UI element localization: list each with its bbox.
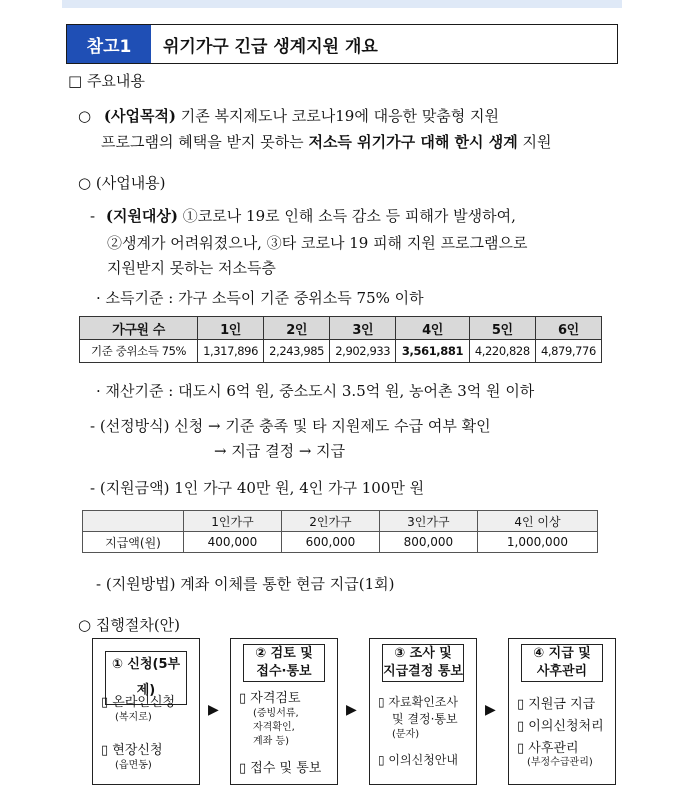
- table-header: 3인가구: [379, 511, 477, 532]
- purpose-label: (사업목적): [103, 107, 177, 125]
- table-header: 2인가구: [281, 511, 379, 532]
- table-header: 1인: [198, 317, 264, 340]
- step-item: ▯ 지원금 지급: [517, 697, 596, 712]
- top-decoration-bar: [62, 0, 622, 8]
- income-criteria: · 소득기준 : 가구 소득이 기준 중위소득 75% 이하: [96, 289, 424, 307]
- table-cell: 3,561,881: [396, 340, 469, 363]
- step-title-line: 지급결정 통보: [383, 664, 463, 679]
- income-table: [79, 316, 602, 363]
- step-2-title: [243, 644, 325, 682]
- step-title-line: ④ 지급 및: [533, 646, 591, 661]
- selection-line-1: - (선정방식) 신청 → 기준 충족 및 타 지원제도 수급 여부 확인: [90, 417, 491, 435]
- step-title-line: ② 검토 및: [255, 646, 313, 661]
- step-item-sub: (읍면동): [115, 760, 152, 771]
- table-cell: 2,902,933: [330, 340, 396, 363]
- amount-line: - (지원금액) 1인 가구 40만 원, 4인 가구 100만 원: [90, 479, 425, 497]
- table-cell: 1,317,896: [198, 340, 264, 363]
- step-item: ▯ 온라인신청: [101, 695, 176, 710]
- step-item: ▯ 이의신청처리: [517, 719, 604, 734]
- section-header: [66, 24, 618, 64]
- step-4-title: [521, 644, 603, 682]
- asset-criteria: · 재산기준 : 대도시 6억 원, 중소도시 3.5억 원, 농어촌 3억 원 이하: [96, 382, 535, 400]
- step-1-box: [92, 638, 200, 785]
- step-item: ▯ 자료확인조사: [378, 695, 458, 709]
- table-cell: 2,243,985: [264, 340, 330, 363]
- table-cell: 4,220,828: [469, 340, 535, 363]
- step-3-title: [382, 644, 464, 682]
- step-1-title: ① 신청(5부제): [105, 651, 187, 705]
- step-4-box: [508, 638, 616, 785]
- step-item-sub: (부정수급관리): [527, 757, 593, 768]
- table-header: 1인가구: [184, 511, 282, 532]
- flow-arrow-icon: ▶: [208, 702, 219, 718]
- purpose-text-a: 프로그램의 혜택을 받지 못하는: [101, 133, 309, 151]
- target-label: (지원대상): [105, 207, 179, 225]
- main-heading: □ 주요내용: [68, 72, 145, 90]
- step-2-box: [230, 638, 338, 785]
- step-title-line: 접수·통보: [256, 664, 312, 679]
- step-item-sub: (복지로): [115, 712, 152, 723]
- table-header: 6인: [535, 317, 601, 340]
- table-cell: 800,000: [379, 532, 477, 553]
- table-cell: 4,879,776: [535, 340, 601, 363]
- step-item: ▯ 접수 및 통보: [239, 761, 322, 776]
- target-line-2: ②생계가 어려워졌으나, ③타 코로나 19 피해 지원 프로그램으로: [107, 234, 528, 252]
- table-header-row: [83, 511, 598, 532]
- step-item: 및 결정·통보: [392, 712, 458, 726]
- purpose-emphasis: 저소득 위기가구 대해 한시 생계: [308, 133, 518, 151]
- selection-line-2: → 지급 결정 → 지급: [214, 442, 346, 460]
- table-cell: 600,000: [281, 532, 379, 553]
- method-line: - (지원방법) 계좌 이체를 통한 현금 지급(1회): [96, 575, 395, 593]
- table-cell: 1,000,000: [477, 532, 597, 553]
- table-row: [80, 340, 602, 363]
- content-heading: ○ (사업내용): [78, 174, 166, 192]
- target-line-1: [90, 206, 516, 226]
- table-header: 3인: [330, 317, 396, 340]
- table-row: [83, 532, 598, 553]
- table-header-row: [80, 317, 602, 340]
- purpose-line-2: [101, 132, 551, 152]
- reference-tag: 참고1: [67, 25, 151, 63]
- step-item-sub: 자격확인,: [253, 722, 295, 733]
- purpose-text: 기존 복지제도나 코로나19에 대응한 맞춤형 지원: [176, 107, 500, 125]
- flow-arrow-icon: ▶: [346, 702, 357, 718]
- table-header: 5인: [469, 317, 535, 340]
- table-header: 2인: [264, 317, 330, 340]
- row-label: 기준 중위소득 75%: [80, 340, 198, 363]
- step-item-sub: (문자): [392, 729, 420, 740]
- table-header: 4인: [396, 317, 469, 340]
- table-header: [83, 511, 184, 532]
- step-item-sub: 계좌 등): [253, 736, 290, 747]
- step-title-line: ③ 조사 및: [394, 646, 452, 661]
- table-header: 가구원 수: [80, 317, 198, 340]
- step-item: ▯ 현장신청: [101, 743, 163, 758]
- row-label: 지급액(원): [83, 532, 184, 553]
- target-line-3: 지원받지 못하는 저소득층: [107, 259, 276, 277]
- step-item: ▯ 사후관리: [517, 741, 579, 756]
- purpose-line-1: [78, 106, 499, 126]
- procedure-heading: ○ 집행절차(안): [78, 616, 181, 634]
- step-item: ▯ 이의신청안내: [378, 753, 458, 767]
- flow-arrow-icon: ▶: [485, 702, 496, 718]
- table-header: 4인 이상: [477, 511, 597, 532]
- step-3-box: [369, 638, 477, 785]
- amount-table: [82, 510, 598, 553]
- step-title-line: 사후관리: [536, 664, 588, 679]
- table-cell: 400,000: [184, 532, 282, 553]
- bullet: ○: [78, 107, 92, 125]
- purpose-text-c: 지원: [517, 133, 552, 151]
- target-text: ①코로나 19로 인해 소득 감소 등 피해가 발생하여,: [178, 207, 516, 225]
- step-item: ▯ 자격검토: [239, 691, 301, 706]
- dash: -: [90, 207, 96, 225]
- page-title: 위기가구 긴급 생계지원 개요: [163, 36, 378, 57]
- step-item-sub: (증빙서류,: [253, 708, 299, 719]
